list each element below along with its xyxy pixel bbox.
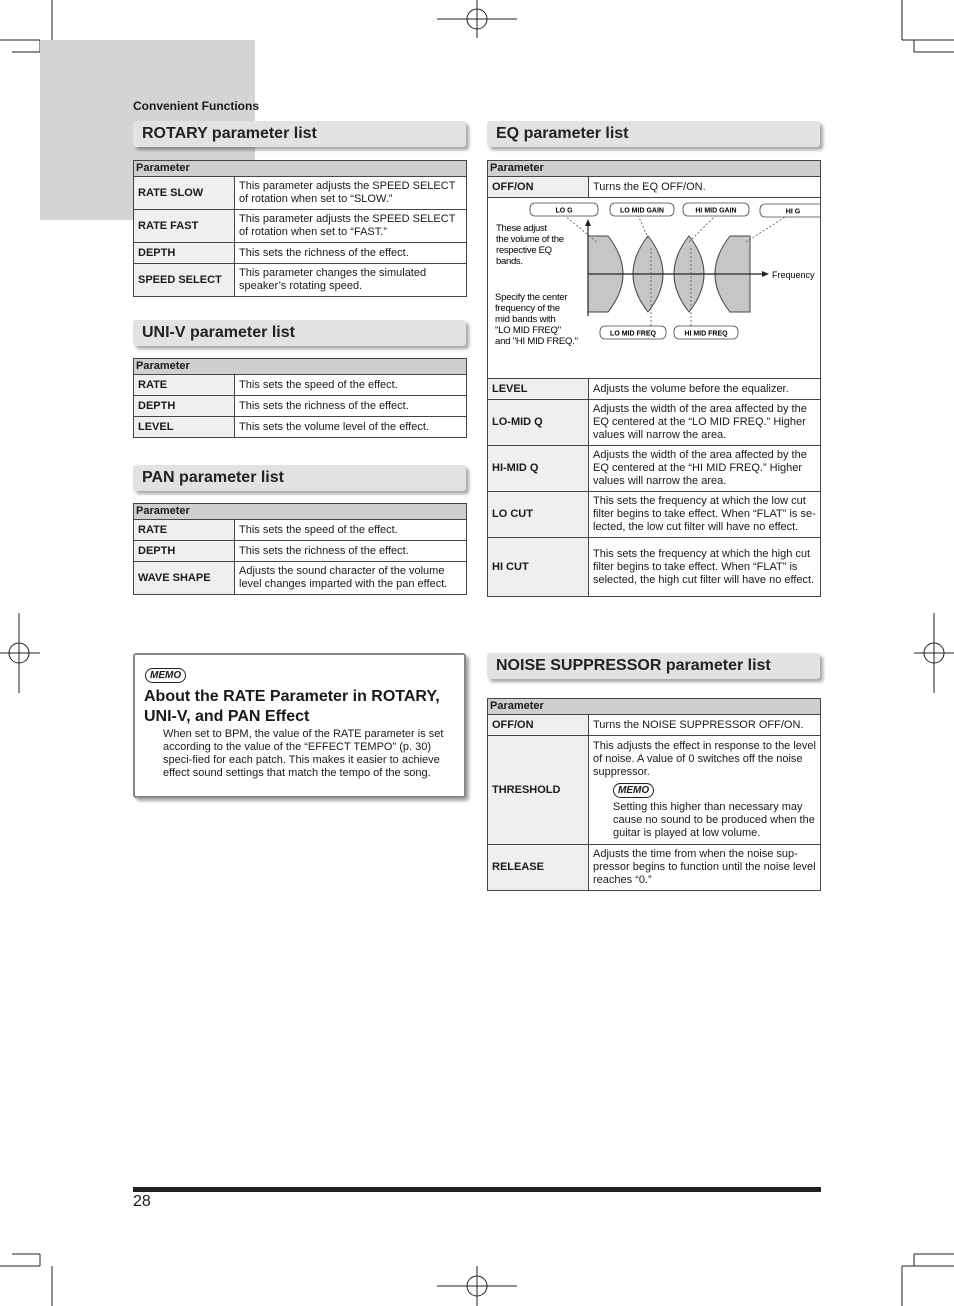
lo-mid-gain-label: LO MID GAIN	[620, 207, 664, 215]
param-desc: Adjusts the width of the area affected by the EQ centered at the “HI MID FREQ.” Higher values will narrow the area.	[589, 446, 821, 492]
table-row	[134, 243, 467, 264]
table-row	[488, 400, 821, 446]
eq-diagram-row	[488, 198, 821, 379]
eq-table	[487, 160, 821, 597]
table-row	[488, 492, 821, 538]
table-row	[134, 375, 467, 396]
param-name: THRESHOLD	[488, 736, 589, 845]
table-row	[488, 379, 821, 400]
memo-body: When set to BPM, the value of the RATE parameter is set according to the value of the “EFFECT TEMPO” (p. 30) speci-fied for each patch. This makes it easier to achieve effect sound settings that match the tempo of the song.	[163, 728, 444, 779]
param-desc-cell	[589, 736, 821, 845]
param-name: RATE	[134, 375, 235, 396]
param-name: LEVEL	[488, 379, 589, 400]
param-desc: Adjusts the width of the area affected by the EQ centered at the “LO MID FREQ.” Higher values will narrow the area.	[589, 400, 821, 446]
table-header: Parameter	[488, 161, 821, 177]
table-row	[134, 177, 467, 210]
table-header: Parameter	[134, 161, 467, 177]
param-name: RATE FAST	[134, 210, 235, 243]
hi-mid-gain-label: HI MID GAIN	[695, 207, 737, 215]
param-desc: Adjusts the volume before the equalizer.	[589, 379, 821, 400]
memo-icon	[145, 665, 186, 683]
param-name: RATE SLOW	[134, 177, 235, 210]
table-row	[488, 446, 821, 492]
param-name: DEPTH	[134, 396, 235, 417]
pan-heading	[133, 465, 466, 491]
param-desc: Turns the NOISE SUPPRESSOR OFF/ON.	[589, 715, 821, 736]
param-desc: This parameter adjusts the SPEED SELECT of rotation when set to “FAST.”	[235, 210, 467, 243]
lo-g-label: LO G	[555, 207, 573, 215]
eq-diagram	[488, 198, 820, 378]
param-name: RELEASE	[488, 845, 589, 891]
param-desc: This adjusts the effect in response to the level of noise. A value of 0 switches off the noise suppressor.	[593, 740, 816, 778]
table-row	[488, 845, 821, 891]
ns-table	[487, 698, 821, 891]
param-desc: This parameter changes the simulated speaker’s rotating speed.	[235, 264, 467, 297]
hi-g-label: HI G	[785, 208, 801, 216]
param-desc: This sets the richness of the effect.	[235, 541, 467, 562]
param-name: OFF/ON	[488, 715, 589, 736]
param-desc: This sets the frequency at which the low cut filter begins to take effect. When “FLAT” is se-lected, the low cut filter will have no effect.	[589, 492, 821, 538]
rotary-heading	[133, 121, 466, 147]
param-name: LO-MID Q	[488, 400, 589, 446]
gain-note: These adjust the volume of the respective EQ bands.	[496, 223, 564, 267]
ns-title: NOISE SUPPRESSOR parameter list	[496, 657, 771, 674]
param-name: LO CUT	[488, 492, 589, 538]
table-row	[488, 177, 821, 198]
param-desc: This sets the frequency at which the high cut filter begins to take effect. When “FLAT” is selected, the high cut filter will have no effect.	[589, 538, 821, 597]
param-desc: Adjusts the sound character of the volume level changes imparted with the pan effect.	[235, 562, 467, 595]
param-name: DEPTH	[134, 541, 235, 562]
table-row	[488, 538, 821, 597]
param-name: OFF/ON	[488, 177, 589, 198]
freq-note: Specify the center frequency of the mid bands with "LO MID FREQ" and "HI MID FREQ."	[495, 292, 578, 347]
param-desc: This sets the speed of the effect.	[235, 520, 467, 541]
table-row	[134, 210, 467, 243]
lo-mid-freq-label: LO MID FREQ	[610, 330, 656, 338]
eq-heading	[487, 121, 820, 147]
param-desc: This sets the speed of the effect.	[235, 375, 467, 396]
param-name: SPEED SELECT	[134, 264, 235, 297]
page-number: 28	[133, 1193, 151, 1210]
table-row	[134, 541, 467, 562]
param-name: HI-MID Q	[488, 446, 589, 492]
rotary-table	[133, 160, 467, 297]
univ-title: UNI-V parameter list	[142, 324, 295, 341]
memo-badge: MEMO	[145, 668, 186, 683]
eq-title: EQ parameter list	[496, 125, 629, 142]
param-name: RATE	[134, 520, 235, 541]
param-desc: This parameter adjusts the SPEED SELECT of rotation when set to “SLOW.”	[235, 177, 467, 210]
param-desc: This sets the richness of the effect.	[235, 396, 467, 417]
param-desc: Adjusts the time from when the noise sup-pressor begins to function until the noise level reaches “0.”	[589, 845, 821, 891]
univ-heading	[133, 320, 466, 346]
param-name: LEVEL	[134, 417, 235, 438]
memo-title: About the RATE Parameter in ROTARY, UNI-V, and PAN Effect	[144, 688, 440, 725]
hi-mid-freq-label: HI MID FREQ	[684, 330, 728, 338]
table-row	[134, 562, 467, 595]
table-header: Parameter	[134, 504, 467, 520]
param-name: HI CUT	[488, 538, 589, 597]
param-desc: This sets the richness of the effect.	[235, 243, 467, 264]
table-row	[134, 417, 467, 438]
table-row	[134, 520, 467, 541]
threshold-note: Setting this higher than necessary may cause no sound to be produced when the guitar is played at low volume.	[613, 801, 815, 839]
univ-table	[133, 358, 467, 438]
rotary-title: ROTARY parameter list	[142, 125, 317, 142]
table-row	[488, 715, 821, 736]
table-row	[488, 736, 821, 845]
section-label: Convenient Functions	[133, 99, 259, 113]
frequency-label: Frequency	[772, 270, 815, 280]
memo-badge: MEMO	[613, 783, 654, 798]
param-desc: This sets the volume level of the effect.	[235, 417, 467, 438]
param-desc: Turns the EQ OFF/ON.	[589, 177, 821, 198]
table-row	[134, 396, 467, 417]
param-name: DEPTH	[134, 243, 235, 264]
pan-title: PAN parameter list	[142, 469, 284, 486]
footer-rule	[133, 1187, 821, 1192]
memo-box	[133, 653, 466, 798]
param-name: WAVE SHAPE	[134, 562, 235, 595]
ns-heading	[487, 653, 820, 679]
pan-table	[133, 503, 467, 595]
memo-icon	[593, 783, 816, 798]
table-header: Parameter	[134, 359, 467, 375]
table-row	[134, 264, 467, 297]
table-header: Parameter	[488, 699, 821, 715]
